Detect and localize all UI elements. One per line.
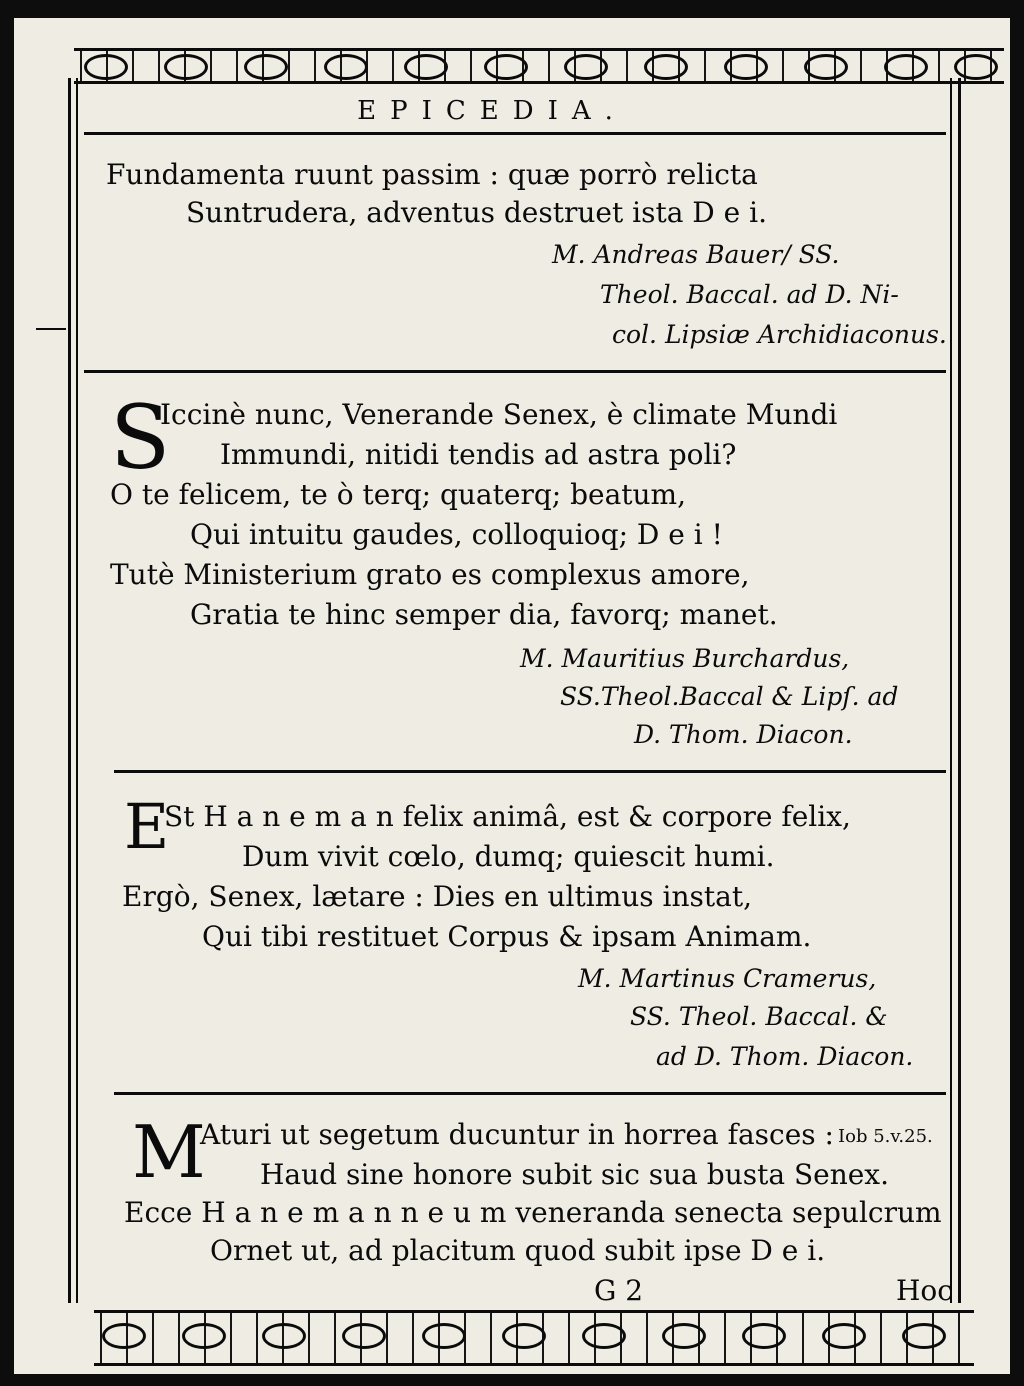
ornament-loop	[804, 54, 848, 80]
ornament-loop	[102, 1323, 146, 1349]
ornament-loop	[902, 1323, 946, 1349]
page-header: EPICEDIA.	[357, 96, 627, 126]
ornament-loop	[954, 54, 998, 80]
ornament-loop	[182, 1323, 226, 1349]
signature-line: M. Andreas Bauer/ SS.	[552, 240, 840, 269]
signature-line: M. Mauritius Burchardus,	[520, 644, 850, 673]
ornament-loop	[502, 1323, 546, 1349]
frame-left-outer	[68, 78, 71, 1303]
ornament-loop	[404, 54, 448, 80]
margin-mark	[36, 328, 66, 330]
poem-line: Iccinè nunc, Venerande Senex, è climate Mundi	[160, 398, 838, 431]
ornament-loop	[822, 1323, 866, 1349]
poem-line: Suntrudera, adventus destruet ista D e i.	[186, 196, 767, 229]
drop-cap-letter: E	[124, 790, 170, 863]
signature-mark: G 2	[594, 1274, 644, 1307]
section-rule	[114, 1092, 946, 1095]
drop-cap-letter: M	[132, 1110, 206, 1194]
ornament-loop	[564, 54, 608, 80]
bottom-ornament-border	[94, 1310, 974, 1366]
poem-line: O te felicem, te ò terq; quaterq; beatum,	[110, 478, 687, 511]
poem-line: St H a n e m a n felix animâ, est & corpore felix,	[164, 800, 851, 833]
ornament-loop	[662, 1323, 706, 1349]
section-rule	[114, 770, 946, 773]
poem-line: Fundamenta ruunt passim : quæ porrò relicta	[106, 158, 758, 191]
poem-line: Aturi ut segetum ducuntur in horrea fasces :	[200, 1118, 834, 1151]
signature-line: M. Martinus Cramerus,	[578, 964, 877, 993]
poem-line: Ornet ut, ad placitum quod subit ipse D e i.	[210, 1234, 826, 1267]
ornament-loop	[84, 54, 128, 80]
signature-line: Theol. Baccal. ad D. Ni-	[600, 280, 899, 309]
ornament-loop	[742, 1323, 786, 1349]
book-page	[14, 18, 1010, 1374]
section-rule	[84, 370, 946, 373]
top-ornament-border	[74, 48, 1004, 84]
catchword: Hoc	[896, 1274, 953, 1307]
poem-line: Immundi, nitidi tendis ad astra poli?	[220, 438, 737, 471]
ornament-loop	[484, 54, 528, 80]
signature-line: SS. Theol. Baccal. &	[630, 1002, 888, 1031]
frame-right-inner	[950, 78, 952, 1303]
poem-line: Ecce H a n e m a n n e u m veneranda senecta sepulcrum	[124, 1196, 942, 1229]
ornament-loop	[582, 1323, 626, 1349]
ornament-loop	[724, 54, 768, 80]
ornament-loop	[884, 54, 928, 80]
poem-line: Haud sine honore subit sic sua busta Senex.	[260, 1158, 889, 1191]
ornament-loop	[342, 1323, 386, 1349]
ornament-loop	[422, 1323, 466, 1349]
signature-line: SS.Theol.Baccal & Lipſ. ad	[560, 682, 899, 711]
poem-line: Tutè Ministerium grato es complexus amore,	[110, 558, 750, 591]
signature-line: ad D. Thom. Diacon.	[656, 1042, 914, 1071]
ornament-loop	[644, 54, 688, 80]
poem-line: Gratia te hinc semper dia, favorq; manet.	[190, 598, 778, 631]
frame-right-outer	[958, 78, 961, 1303]
ornament-loop	[262, 1323, 306, 1349]
poem-line: Qui tibi restituet Corpus & ipsam Animam.	[202, 920, 812, 953]
ornament-loop	[244, 54, 288, 80]
drop-cap-letter: S	[110, 386, 171, 489]
section-rule	[84, 132, 946, 135]
signature-line: D. Thom. Diacon.	[634, 720, 853, 749]
poem-line: Ergò, Senex, lætare : Dies en ultimus instat,	[122, 880, 753, 913]
poem-line: Dum vivit cœlo, dumq; quiescit humi.	[242, 840, 775, 873]
poem-line: Qui intuitu gaudes, colloquioq; D e i !	[190, 518, 723, 551]
frame-left-inner	[76, 78, 78, 1303]
signature-line: col. Lipsiæ Archidiaconus.	[612, 320, 947, 349]
ornament-loop	[324, 54, 368, 80]
margin-note: Iob 5.v.25.	[838, 1126, 933, 1147]
ornament-loop	[164, 54, 208, 80]
